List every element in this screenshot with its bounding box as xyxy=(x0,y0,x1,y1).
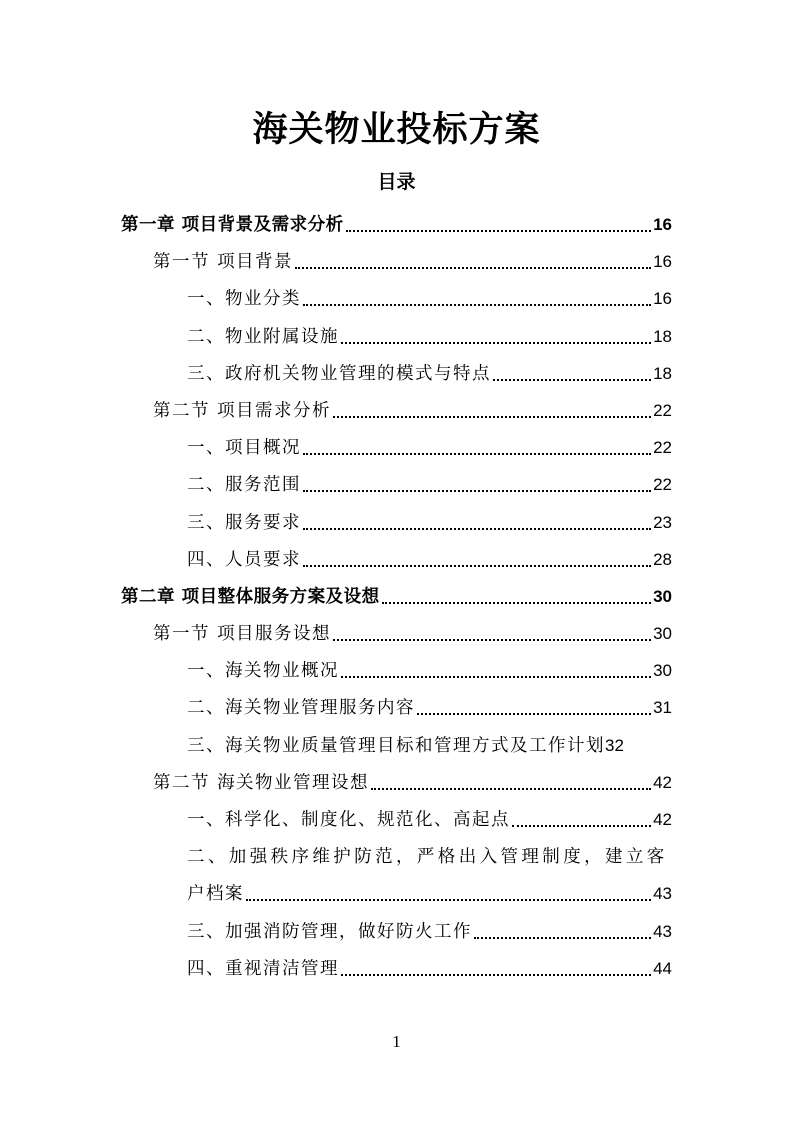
dot-leader xyxy=(417,713,651,715)
toc-page-number: 30 xyxy=(653,586,672,606)
table-of-contents xyxy=(0,206,793,987)
toc-label: 三、政府机关物业管理的模式与特点 xyxy=(187,363,491,384)
toc-subsection[interactable] xyxy=(0,652,793,689)
dot-leader xyxy=(341,676,651,678)
toc-subsection[interactable] xyxy=(0,950,793,987)
toc-subsection-wrapped[interactable] xyxy=(0,838,793,912)
toc-page-number: 42 xyxy=(653,810,672,829)
toc-subsection[interactable] xyxy=(0,429,793,466)
toc-label: 二、海关物业管理服务内容 xyxy=(187,698,415,719)
toc-label: 第一节 项目服务设想 xyxy=(153,624,332,645)
toc-page-number: 22 xyxy=(653,400,672,420)
toc-subsection[interactable] xyxy=(0,727,793,764)
dot-leader xyxy=(303,490,651,492)
dot-leader xyxy=(333,639,651,641)
dot-leader xyxy=(303,565,651,567)
dot-leader xyxy=(382,602,651,604)
toc-subsection[interactable] xyxy=(0,541,793,578)
toc-page-number: 22 xyxy=(653,475,672,495)
toc-chapter-2[interactable] xyxy=(0,578,793,615)
toc-page-number: 16 xyxy=(653,215,672,234)
toc-label: 第二节 项目需求分析 xyxy=(153,400,332,421)
toc-label-line1: 二、加强秩序维护防范，严格出入管理制度，建立客 xyxy=(187,847,668,868)
toc-page-number: 18 xyxy=(653,363,672,383)
toc-subsection[interactable] xyxy=(0,355,793,392)
toc-label: 第二章 项目整体服务方案及设想 xyxy=(121,586,380,607)
toc-page-number: 43 xyxy=(653,921,672,941)
dot-leader xyxy=(303,304,651,306)
toc-page-number: 18 xyxy=(653,326,672,346)
dot-leader xyxy=(303,528,651,530)
dot-leader xyxy=(341,974,651,976)
dot-leader xyxy=(371,788,651,790)
dot-leader xyxy=(346,230,651,232)
toc-label: 第一章 项目背景及需求分析 xyxy=(121,215,344,235)
toc-label: 三、加强消防管理，做好防火工作 xyxy=(187,921,472,942)
toc-page-number: 22 xyxy=(653,438,672,458)
toc-section[interactable] xyxy=(0,392,793,429)
toc-label: 一、物业分类 xyxy=(187,289,301,310)
toc-label: 二、物业附属设施 xyxy=(187,326,339,347)
toc-subsection[interactable] xyxy=(0,466,793,503)
document-title: 海关物业投标方案 xyxy=(252,110,541,150)
toc-section[interactable] xyxy=(0,243,793,280)
dot-leader xyxy=(474,937,651,939)
toc-label: 三、服务要求 xyxy=(187,512,301,533)
dot-leader xyxy=(493,379,651,381)
toc-label: 四、人员要求 xyxy=(187,549,301,570)
toc-label: 第二节 海关物业管理设想 xyxy=(153,772,370,793)
toc-subsection[interactable] xyxy=(0,318,793,355)
toc-label: 一、项目概况 xyxy=(187,438,301,459)
toc-page-number: 32 xyxy=(605,735,624,755)
toc-chapter-1[interactable] xyxy=(0,206,793,243)
toc-label: 第一节 项目背景 xyxy=(153,252,294,273)
toc-page-number: 16 xyxy=(653,289,672,309)
toc-page-number: 16 xyxy=(653,252,672,272)
toc-page-number: 23 xyxy=(653,512,672,532)
toc-subsection[interactable] xyxy=(0,913,793,950)
toc-page-number: 43 xyxy=(653,884,672,904)
toc-label: 户档案 xyxy=(187,884,244,905)
toc-subsection[interactable] xyxy=(0,689,793,726)
page-number: 1 xyxy=(392,1032,401,1051)
dot-leader xyxy=(246,899,651,901)
toc-subsection[interactable] xyxy=(0,801,793,838)
dot-leader xyxy=(333,416,651,418)
toc-label: 一、海关物业概况 xyxy=(187,661,339,682)
toc-label: 三、海关物业质量管理目标和管理方式及工作计划 xyxy=(187,735,605,756)
toc-page-number: 44 xyxy=(653,958,672,978)
toc-page-number: 31 xyxy=(653,698,672,718)
dot-leader xyxy=(341,342,651,344)
dot-leader xyxy=(295,267,651,269)
toc-page-number: 42 xyxy=(653,772,672,792)
toc-page-number: 30 xyxy=(653,661,672,681)
toc-page-number: 28 xyxy=(653,549,672,569)
toc-section[interactable] xyxy=(0,615,793,652)
toc-section[interactable] xyxy=(0,764,793,801)
dot-leader xyxy=(512,825,651,827)
toc-page-number: 30 xyxy=(653,624,672,644)
toc-label: 一、科学化、制度化、规范化、高起点 xyxy=(187,810,510,830)
toc-subsection[interactable] xyxy=(0,280,793,317)
toc-heading: 目录 xyxy=(377,171,416,193)
toc-label: 四、重视清洁管理 xyxy=(187,958,339,979)
toc-label: 二、服务范围 xyxy=(187,475,301,496)
dot-leader xyxy=(303,453,651,455)
toc-subsection[interactable] xyxy=(0,504,793,541)
